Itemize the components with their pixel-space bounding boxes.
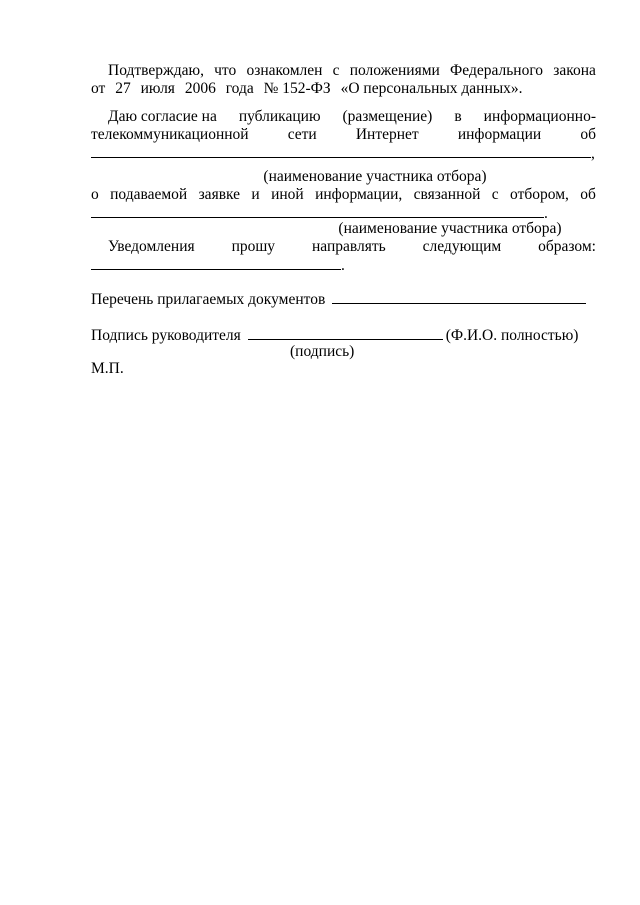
signature-blank-line: [248, 326, 443, 340]
word: и: [251, 186, 260, 203]
word: иной: [271, 186, 304, 203]
word: закона: [553, 62, 596, 79]
word: 2006: [184, 80, 216, 97]
word: Уведомления: [108, 238, 195, 255]
word: Даю согласие на: [108, 108, 217, 125]
fio-hint: (Ф.И.О. полностью): [445, 327, 579, 344]
blank-line: [91, 204, 544, 218]
word: об: [580, 126, 596, 143]
word: Подтверждаю,: [108, 62, 204, 79]
word: Интернет: [355, 126, 419, 143]
participant-caption-2: (наименование участника отбора): [338, 220, 562, 237]
word: «О персональных данных».: [340, 80, 523, 97]
word: об: [580, 186, 596, 203]
word: заявке: [198, 186, 241, 203]
word: Федерального: [450, 62, 544, 79]
word: ознакомлен: [246, 62, 323, 79]
consent-publication-line-2: [91, 126, 596, 144]
stamp-label: М.П.: [91, 360, 124, 377]
blank-line: [91, 256, 341, 270]
line-end: .: [544, 205, 548, 222]
word: 27: [115, 80, 131, 97]
notification-line-1: [91, 238, 596, 256]
word: информационно-: [483, 108, 596, 125]
signature-caption: (подпись): [290, 343, 355, 360]
word: о: [91, 186, 99, 203]
word: июля: [140, 80, 175, 97]
consent-pd-line-1: [91, 62, 596, 80]
word: года: [225, 80, 254, 97]
documents-list-label: Перечень прилагаемых документов: [91, 291, 326, 308]
word: № 152-ФЗ: [263, 80, 331, 97]
word: образом:: [538, 238, 596, 255]
word: что: [214, 62, 237, 79]
word: связанной: [413, 186, 481, 203]
word: положениями: [349, 62, 440, 79]
word: в: [454, 108, 462, 125]
word: информации,: [315, 186, 403, 203]
word: от: [91, 80, 106, 97]
word: с: [332, 62, 340, 79]
word: публикацию: [238, 108, 321, 125]
word: подаваемой: [110, 186, 188, 203]
documents-list-line: [91, 290, 596, 309]
line-end: ,: [591, 145, 595, 162]
consent-pd-line-2: [91, 80, 596, 98]
word: (размещение): [342, 108, 433, 125]
word: телекоммуникационной: [91, 126, 249, 143]
line-end: .: [341, 257, 345, 274]
participant-caption-1: (наименование участника отбора): [263, 168, 487, 185]
participant-name-field-1: [91, 144, 596, 163]
word: отбором,: [510, 186, 569, 203]
word: следующим: [422, 238, 502, 255]
word: прошу: [231, 238, 276, 255]
consent-publication-line-1: [91, 108, 596, 126]
word: направлять: [311, 238, 386, 255]
blank-line: [91, 144, 591, 158]
notification-method-field: [91, 256, 596, 275]
word: информации: [457, 126, 542, 143]
blank-line: [400, 290, 586, 304]
word: сети: [287, 126, 317, 143]
signature-label: Подпись руководителя: [91, 327, 241, 344]
word: с: [491, 186, 499, 203]
blank-line: [332, 290, 400, 304]
consent-publication-line-4: [91, 186, 596, 204]
